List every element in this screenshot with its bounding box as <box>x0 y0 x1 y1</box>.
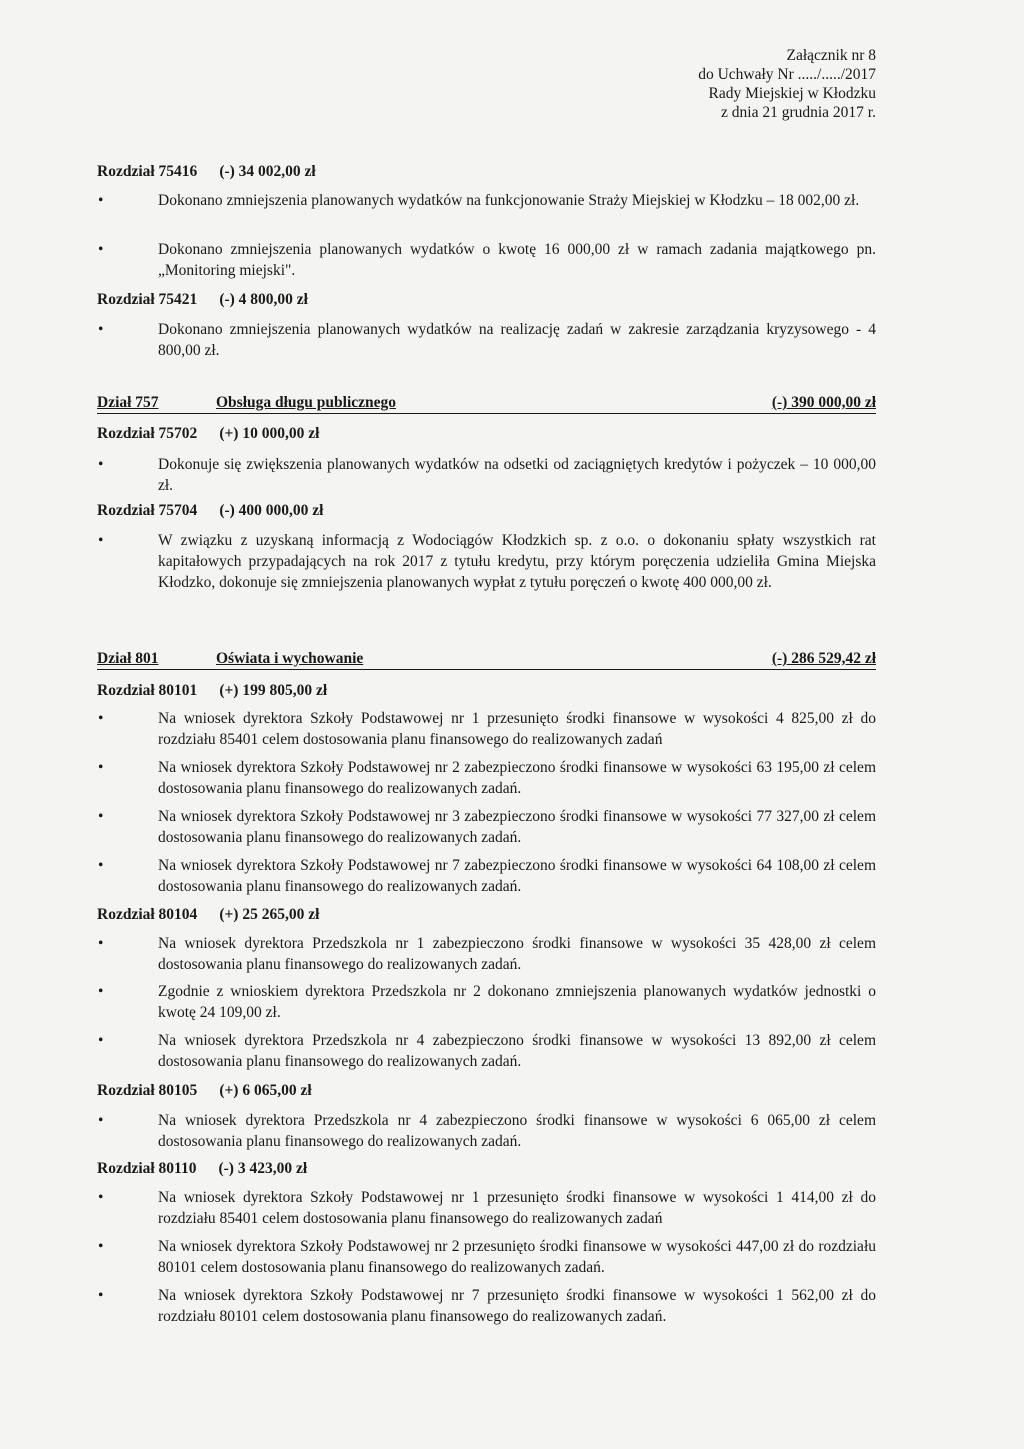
list-item <box>128 981 876 1023</box>
rozdzial-label: Rozdział 80104 <box>97 906 198 923</box>
dzial-name: Obsługa długu publicznego <box>216 394 397 411</box>
list-item <box>128 806 876 848</box>
rozdzial-heading <box>97 682 327 700</box>
rozdzial-label: Rozdział 80101 <box>97 682 198 699</box>
list-item-text: • Na wniosek dyrektora Szkoły Podstawowej nr 7 zabezpieczono środki finansowe w wysokości 64 108,00 zł celem dostosowania planu finansowego do realizowanych zadań. <box>158 857 876 895</box>
rozdzial-heading <box>97 291 308 309</box>
dzial-name: Oświata i wychowanie <box>216 650 364 667</box>
list-item <box>128 239 876 281</box>
dzial-number: Dział 801 <box>97 650 159 667</box>
list-item-text: • Dokonano zmniejszenia planowanych wydatków na realizację zadań w zakresie zarządzania kryzysowego - 4 800,00 zł. <box>158 321 876 359</box>
list-item-text: • W związku z uzyskaną informacją z Wodociągów Kłodzkich sp. z o.o. o dokonaniu spłaty wszystkich rat kapitałowych przypadających na rok 2017 z tytułu kredytu, przy którym poręczenia udzieliła Gmina Miejska Kłodzko, dokonuje się zmniejszenia planowanych wypłat z tytułu poręczeń o kwotę 400 000,00 zł. <box>158 532 876 591</box>
rozdzial-heading <box>97 502 323 520</box>
rozdzial-amount: (+) 199 805,00 zł <box>219 682 328 699</box>
header-line: Rady Miejskiej w Kłodzku <box>708 85 876 102</box>
dzial-amount: (-) 390 000,00 zł <box>771 394 876 411</box>
list-item-text: • Na wniosek dyrektora Szkoły Podstawowej nr 3 zabezpieczono środki finansowe w wysokości 77 327,00 zł celem dostosowania planu finansowego do realizowanych zadań. <box>158 808 876 846</box>
dzial-number: Dział 757 <box>97 394 159 411</box>
rozdzial-label: Rozdział 80105 <box>97 1082 198 1099</box>
rozdzial-heading <box>97 163 316 181</box>
list-item-text: • Dokonano zmniejszenia planowanych wydatków o kwotę 16 000,00 zł w ramach zadania majątkowego pn. „Monitoring miejski". <box>158 241 876 279</box>
header-line: Załącznik nr 8 <box>786 47 876 64</box>
list-item <box>128 190 876 211</box>
list-item <box>128 1187 876 1229</box>
rozdzial-label: Rozdział 75702 <box>97 425 198 442</box>
list-item <box>128 1236 876 1278</box>
rozdzial-heading <box>97 906 319 924</box>
list-item <box>128 708 876 750</box>
list-item-text: • Na wniosek dyrektora Szkoły Podstawowej nr 7 przesunięto środki finansowe w wysokości 1 562,00 zł do rozdziału 80101 celem dostosowania planu finansowego do realizowanych zadań. <box>158 1287 876 1325</box>
rozdzial-heading <box>97 1160 307 1178</box>
rozdzial-label: Rozdział 75704 <box>97 502 198 519</box>
dzial-amount: (-) 286 529,42 zł <box>771 650 876 667</box>
attachment-header <box>698 46 876 122</box>
rozdzial-label: Rozdział 75421 <box>97 291 198 308</box>
list-item-text: • Na wniosek dyrektora Przedszkola nr 4 zabezpieczono środki finansowe w wysokości 13 892,00 zł celem dostosowania planu finansowego do realizowanych zadań. <box>158 1032 876 1070</box>
rozdzial-heading <box>97 1082 312 1100</box>
list-item <box>128 757 876 799</box>
rozdzial-amount: (-) 34 002,00 zł <box>219 163 316 180</box>
list-item-text: • Na wniosek dyrektora Szkoły Podstawowej nr 1 przesunięto środki finansowe w wysokości 1 414,00 zł do rozdziału 85401 celem dostosowania planu finansowego do realizowanych zadań <box>158 1189 876 1227</box>
rozdzial-label: Rozdział 80110 <box>97 1160 197 1177</box>
list-item-text: • Na wniosek dyrektora Szkoły Podstawowej nr 2 przesunięto środki finansowe w wysokości 447,00 zł do rozdziału 80101 celem dostosowania planu finansowego do realizowanych zadań. <box>158 1238 876 1276</box>
list-item <box>128 454 876 496</box>
list-item <box>128 319 876 361</box>
rozdzial-amount: (+) 25 265,00 zł <box>219 906 320 923</box>
list-item-text: • Na wniosek dyrektora Szkoły Podstawowej nr 2 zabezpieczono środki finansowe w wysokości 63 195,00 zł celem dostosowania planu finansowego do realizowanych zadań. <box>158 759 876 797</box>
list-item-text: • Zgodnie z wnioskiem dyrektora Przedszkola nr 2 dokonano zmniejszenia planowanych wydatków jednostki o kwotę 24 109,00 zł. <box>158 983 876 1021</box>
list-item-text: • Na wniosek dyrektora Przedszkola nr 4 zabezpieczono środki finansowe w wysokości 6 065,00 zł celem dostosowania planu finansowego do realizowanych zadań. <box>158 1112 876 1150</box>
rozdzial-amount: (+) 6 065,00 zł <box>219 1082 312 1099</box>
list-item-text: • Na wniosek dyrektora Szkoły Podstawowej nr 1 przesunięto środki finansowe w wysokości 4 825,00 zł do rozdziału 85401 celem dostosowania planu finansowego do realizowanych zadań <box>158 710 876 748</box>
dzial-heading <box>97 392 876 414</box>
list-item-text: • Dokonano zmniejszenia planowanych wydatków na funkcjonowanie Straży Miejskiej w Kłodzku – 18 002,00 zł. <box>158 192 860 209</box>
rozdzial-amount: (+) 10 000,00 zł <box>219 425 320 442</box>
rozdzial-heading <box>97 425 319 443</box>
rozdzial-label: Rozdział 75416 <box>97 163 198 180</box>
list-item-text: • Dokonuje się zwiększenia planowanych wydatków na odsetki od zaciągniętych kredytów i pożyczek – 10 000,00 zł. <box>158 456 876 494</box>
list-item <box>128 855 876 897</box>
list-item <box>128 1285 876 1327</box>
rozdzial-amount: (-) 4 800,00 zł <box>219 291 308 308</box>
dzial-heading <box>97 648 876 670</box>
header-line: do Uchwały Nr ...../...../2017 <box>698 66 876 83</box>
list-item-text: • Na wniosek dyrektora Przedszkola nr 1 zabezpieczono środki finansowe w wysokości 35 428,00 zł celem dostosowania planu finansowego do realizowanych zadań. <box>158 935 876 973</box>
list-item <box>128 933 876 975</box>
rozdzial-amount: (-) 3 423,00 zł <box>218 1160 308 1177</box>
rozdzial-amount: (-) 400 000,00 zł <box>219 502 324 519</box>
list-item <box>128 1110 876 1152</box>
list-item <box>128 530 876 593</box>
list-item <box>128 1030 876 1072</box>
header-line: z dnia 21 grudnia 2017 r. <box>721 104 876 121</box>
